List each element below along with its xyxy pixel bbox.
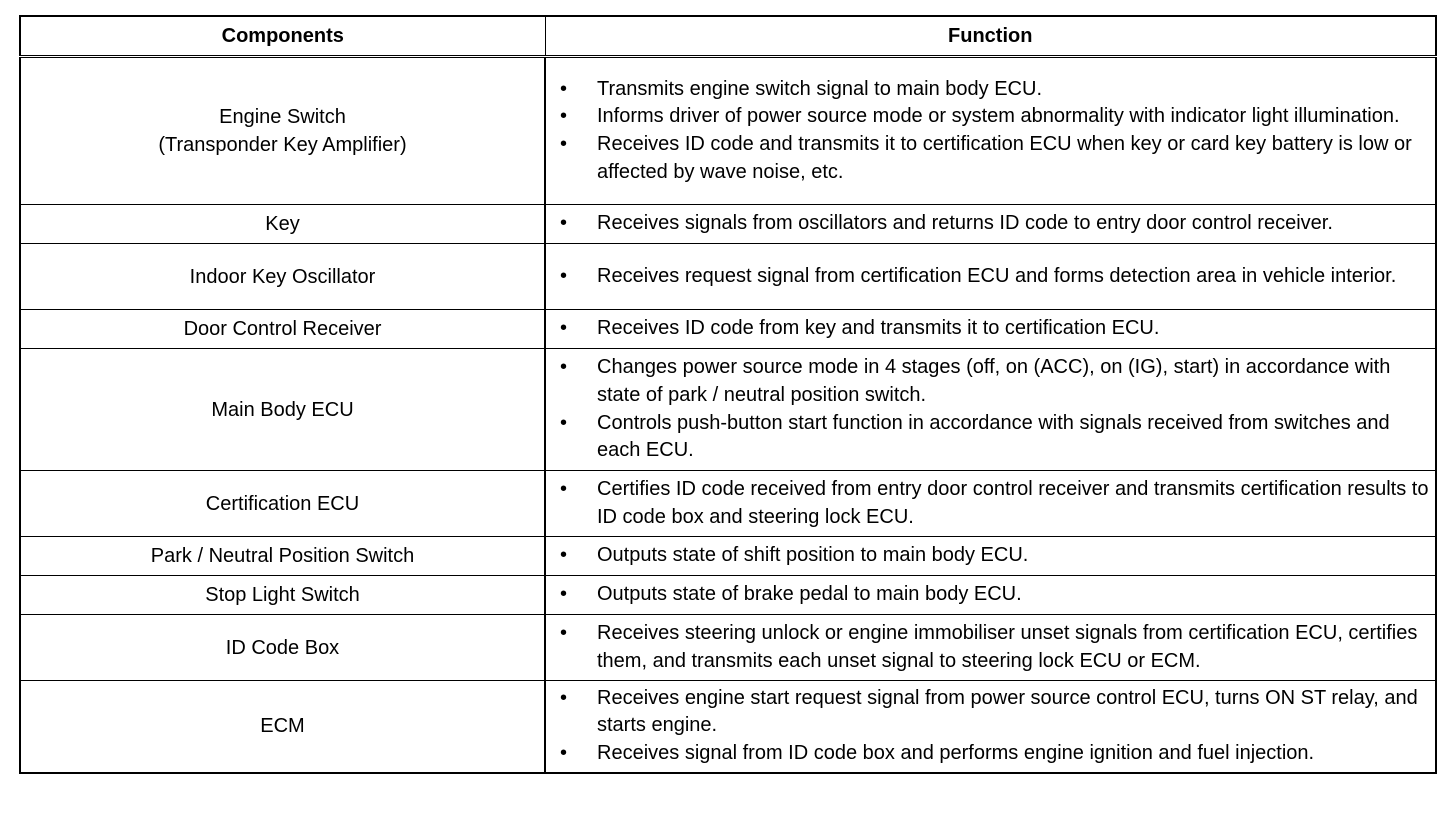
bullet-icon: • xyxy=(560,686,568,709)
function-item xyxy=(546,740,1435,768)
function-text: Receives ID code from key and transmits it to certification ECU. xyxy=(597,317,1160,340)
component-cell xyxy=(20,537,545,576)
bullet-icon: • xyxy=(560,264,568,287)
function-text: Receives request signal from certification ECU and forms detection area in vehicle interior. xyxy=(597,264,1397,287)
bullet-icon: • xyxy=(560,356,568,379)
component-cell xyxy=(20,205,545,244)
bullet-icon: • xyxy=(560,742,568,765)
function-list xyxy=(546,76,1435,186)
function-cell xyxy=(545,205,1436,244)
component-cell xyxy=(20,681,545,773)
function-list xyxy=(546,263,1435,291)
function-item xyxy=(546,103,1435,131)
function-item xyxy=(546,263,1435,291)
component-name: Certification ECU xyxy=(205,492,360,515)
function-item xyxy=(546,210,1435,238)
table-row xyxy=(20,310,1436,349)
function-text: Informs driver of power source mode or system abnormality with indicator light illumination. xyxy=(597,105,1400,128)
function-list xyxy=(546,315,1435,343)
bullet-icon: • xyxy=(560,317,568,340)
header-components: Components xyxy=(20,16,545,57)
table-row xyxy=(20,349,1436,471)
function-text: Receives engine start request signal from power source control ECU, turns ON ST relay, and starts engine. xyxy=(597,686,1418,737)
component-name: Stop Light Switch xyxy=(205,584,360,606)
component-name: Main Body ECU xyxy=(211,398,354,421)
function-text: Certifies ID code received from entry door control receiver and transmits certification results to ID code box and steering lock ECU. xyxy=(597,477,1429,528)
component-cell xyxy=(20,310,545,349)
bullet-icon: • xyxy=(560,477,568,500)
function-item xyxy=(546,354,1435,409)
function-text: Receives steering unlock or engine immobiliser unset signals from certification ECU, certifies them, and transmits each unset signal to steering lock ECU or ECM. xyxy=(597,621,1418,672)
table-row xyxy=(20,615,1436,681)
function-item xyxy=(546,476,1435,531)
components-function-table xyxy=(19,15,1437,774)
table-row xyxy=(20,57,1436,205)
component-cell xyxy=(20,615,545,681)
bullet-icon: • xyxy=(560,105,568,128)
function-list xyxy=(546,581,1435,609)
function-cell xyxy=(545,310,1436,349)
bullet-icon: • xyxy=(560,133,568,155)
function-text: Transmits engine switch signal to main body ECU. xyxy=(597,77,1042,100)
table-row xyxy=(20,681,1436,773)
function-cell xyxy=(545,349,1436,471)
function-cell xyxy=(545,681,1436,773)
function-item xyxy=(546,542,1435,570)
bullet-icon: • xyxy=(560,583,568,606)
function-list xyxy=(546,354,1435,464)
function-text: Controls push-button start function in accordance with signals received from switches and each ECU. xyxy=(597,411,1390,462)
component-name: ECM xyxy=(260,715,305,738)
function-cell xyxy=(545,57,1436,205)
bullet-icon: • xyxy=(560,212,568,235)
bullet-icon: • xyxy=(560,411,568,434)
component-cell xyxy=(20,576,545,615)
function-list xyxy=(546,685,1435,768)
function-item xyxy=(546,581,1435,609)
function-item xyxy=(546,685,1435,740)
component-cell xyxy=(20,57,545,205)
table-row xyxy=(20,537,1436,576)
bullet-icon: • xyxy=(560,77,568,100)
table-header-row xyxy=(20,16,1436,57)
function-text: Outputs state of shift position to main body ECU. xyxy=(597,544,1029,567)
bullet-icon: • xyxy=(560,621,568,644)
component-name: Engine Switch xyxy=(219,106,346,128)
table-row xyxy=(20,205,1436,244)
function-item xyxy=(546,131,1435,186)
component-name: Park / Neutral Position Switch xyxy=(150,545,415,567)
function-cell xyxy=(545,244,1436,310)
function-item xyxy=(546,410,1435,465)
function-text: Outputs state of brake pedal to main body ECU. xyxy=(597,583,1022,606)
component-name: Key xyxy=(265,213,300,235)
component-name: (Transponder Key Amplifier) xyxy=(158,134,407,156)
function-list xyxy=(546,542,1435,570)
function-text: Changes power source mode in 4 stages (off, on (ACC), on (IG), start) in accordance with state of park / neutral position switch. xyxy=(597,356,1391,406)
function-item xyxy=(546,315,1435,343)
function-cell xyxy=(545,576,1436,615)
component-cell xyxy=(20,349,545,471)
function-item xyxy=(546,76,1435,104)
function-text: Receives ID code and transmits it to certification ECU when key or card key battery is low or affected by wave noise, etc. xyxy=(597,133,1412,183)
component-name: Indoor Key Oscillator xyxy=(189,265,376,288)
function-list xyxy=(546,476,1435,531)
function-text: Receives signal from ID code box and performs engine ignition and fuel injection. xyxy=(597,742,1315,765)
component-cell xyxy=(20,471,545,537)
function-list xyxy=(546,210,1435,238)
header-function: Function xyxy=(545,16,1436,57)
table-body xyxy=(20,57,1436,773)
function-cell xyxy=(545,537,1436,576)
function-cell xyxy=(545,471,1436,537)
function-item xyxy=(546,620,1435,675)
function-text: Receives signals from oscillators and returns ID code to entry door control receiver. xyxy=(597,212,1333,235)
component-name: Door Control Receiver xyxy=(183,318,382,340)
component-name: ID Code Box xyxy=(225,636,340,659)
table-row xyxy=(20,576,1436,615)
function-cell xyxy=(545,615,1436,681)
table-row xyxy=(20,244,1436,310)
bullet-icon: • xyxy=(560,544,568,567)
table-row xyxy=(20,471,1436,537)
component-cell xyxy=(20,244,545,310)
function-list xyxy=(546,620,1435,675)
